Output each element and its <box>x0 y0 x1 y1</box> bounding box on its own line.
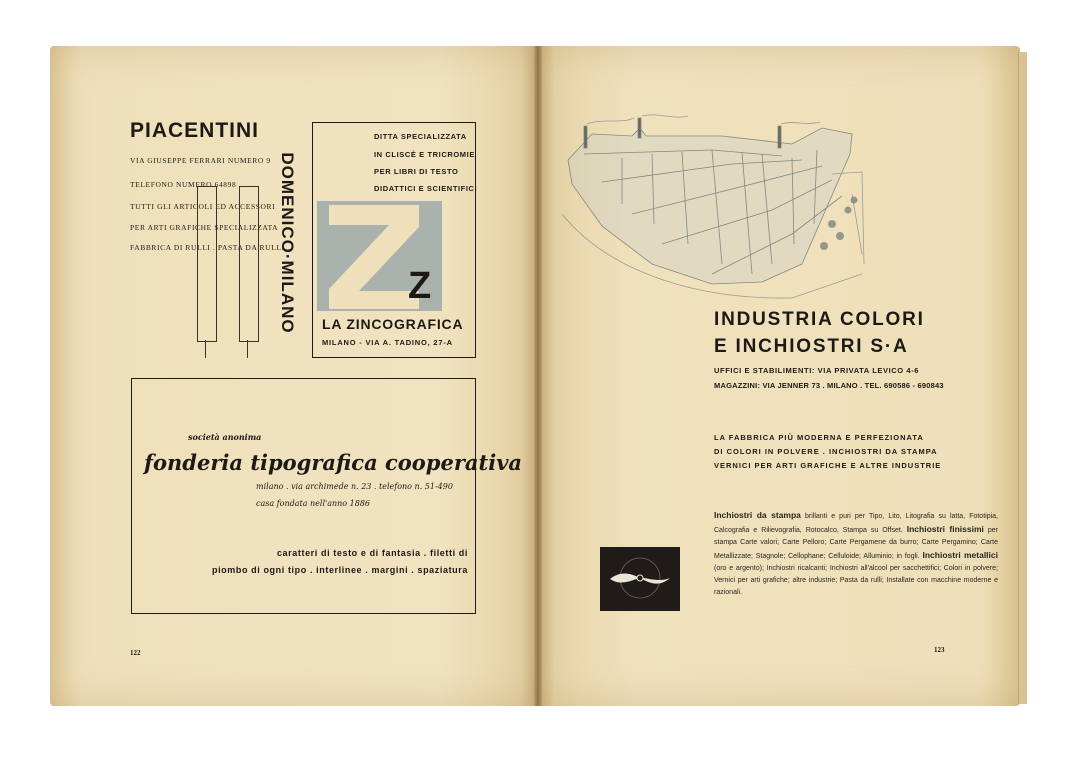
piacentini-specialized: PER ARTI GRAFICHE SPECIALIZZATA <box>130 223 279 232</box>
industria-offices: UFFICI E STABILIMENTI: VIA PRIVATA LEVICO 4-6 <box>714 366 920 375</box>
fonderia-founded: casa fondata nell'anno 1886 <box>256 499 371 508</box>
product-text: brillanti e puri per Tipo, Lito, Litografia su latta, Fototipia, Calcografia e Rilievografia, Rotocalco, Stampa su Offset. <box>714 513 998 534</box>
page-number-left: 122 <box>130 649 141 657</box>
product-name: Inchiostri finissimi <box>906 524 984 534</box>
product-name: Inchiostri da stampa <box>714 510 801 520</box>
piacentini-phone: TELEFONO NUMERO 64898 <box>130 180 237 189</box>
industria-title-2: E INCHIOSTRI S·A <box>714 336 909 357</box>
fabbrica-line: VERNICI PER ARTI GRAFICHE E ALTRE INDUSTRIE <box>714 461 942 470</box>
roller-icon <box>197 186 217 342</box>
zinc-line: PER LIBRI DI TESTO <box>374 167 459 176</box>
industria-magazzini: MAGAZZINI: VIA JENNER 73 . MILANO . TEL. 690586 - 690843 <box>714 381 944 390</box>
open-book <box>50 46 1026 710</box>
piacentini-rulli: FABBRICA DI RULLI . PASTA DA RULLI <box>130 243 285 252</box>
piacentini-articles: TUTTI GLI ARTICOLI ED ACCESSORI <box>130 202 276 211</box>
fonderia-caratteri-1: caratteri di testo e di fantasia . filetti di <box>276 548 468 558</box>
page-edge <box>1018 52 1027 704</box>
fonderia-caratteri-2: piombo di ogni tipo . interlinee . margini . spaziatura <box>211 565 468 575</box>
roller-icon <box>205 340 206 358</box>
product-name: Inchiostri metallici <box>922 550 998 560</box>
product-description <box>714 509 998 599</box>
roller-icon <box>239 186 259 342</box>
page-number-right: 123 <box>934 646 945 654</box>
fonderia-box <box>131 378 476 614</box>
zinc-line: IN CLISCÈ E TRICROMIE <box>374 150 475 159</box>
zinc-line: DITTA SPECIALIZZATA <box>374 132 467 141</box>
zincografica-small-z: Z <box>408 265 432 307</box>
product-text: (oro e argento); Inchiostri ricalcanti; Inchiostri all'alcool per sacchettifici; Colori in polvere; Vernici per arti grafiche; altre industrie; Pasta da rulli; Installate con macchine moderne e razionali. <box>714 565 998 596</box>
product-text: per stampa Carte valori; Carte Pelloro; Carte Pergamene da burro; Carte Pergamino; Carte Metallizzate; Stagnole; Cellophane; Celluloide; Alluminio; in fogli. <box>714 527 998 560</box>
piacentini-vertical-name: DOMENICO·MILANO <box>278 152 297 334</box>
zinc-line: DIDATTICI E SCIENTIFICI <box>374 184 478 193</box>
roller-icon <box>247 340 248 358</box>
book-spine <box>534 46 542 706</box>
zincografica-address: MILANO - VIA A. TADINO, 27-A <box>322 338 453 347</box>
factory-illustration <box>562 114 872 304</box>
fonderia-name: fonderia tipografica cooperativa <box>144 450 523 475</box>
industria-title-1: INDUSTRIA COLORI <box>714 309 925 330</box>
fabbrica-line: DI COLORI IN POLVERE . INCHIOSTRI DA STAMPA <box>714 447 938 456</box>
fonderia-address: milano . via archimede n. 23 . telefono n. 51-490 <box>256 482 453 491</box>
piacentini-title: PIACENTINI <box>130 119 260 142</box>
piacentini-address: VIA GIUSEPPE FERRARI NUMERO 9 <box>130 156 271 165</box>
propeller-icon <box>600 547 680 611</box>
propeller-logo <box>600 547 680 611</box>
fabbrica-line: LA FABBRICA PIÙ MODERNA E PERFEZIONATA <box>714 433 924 442</box>
fonderia-societa: società anonima <box>188 432 262 442</box>
zincografica-name: LA ZINCOGRAFICA <box>322 316 464 332</box>
